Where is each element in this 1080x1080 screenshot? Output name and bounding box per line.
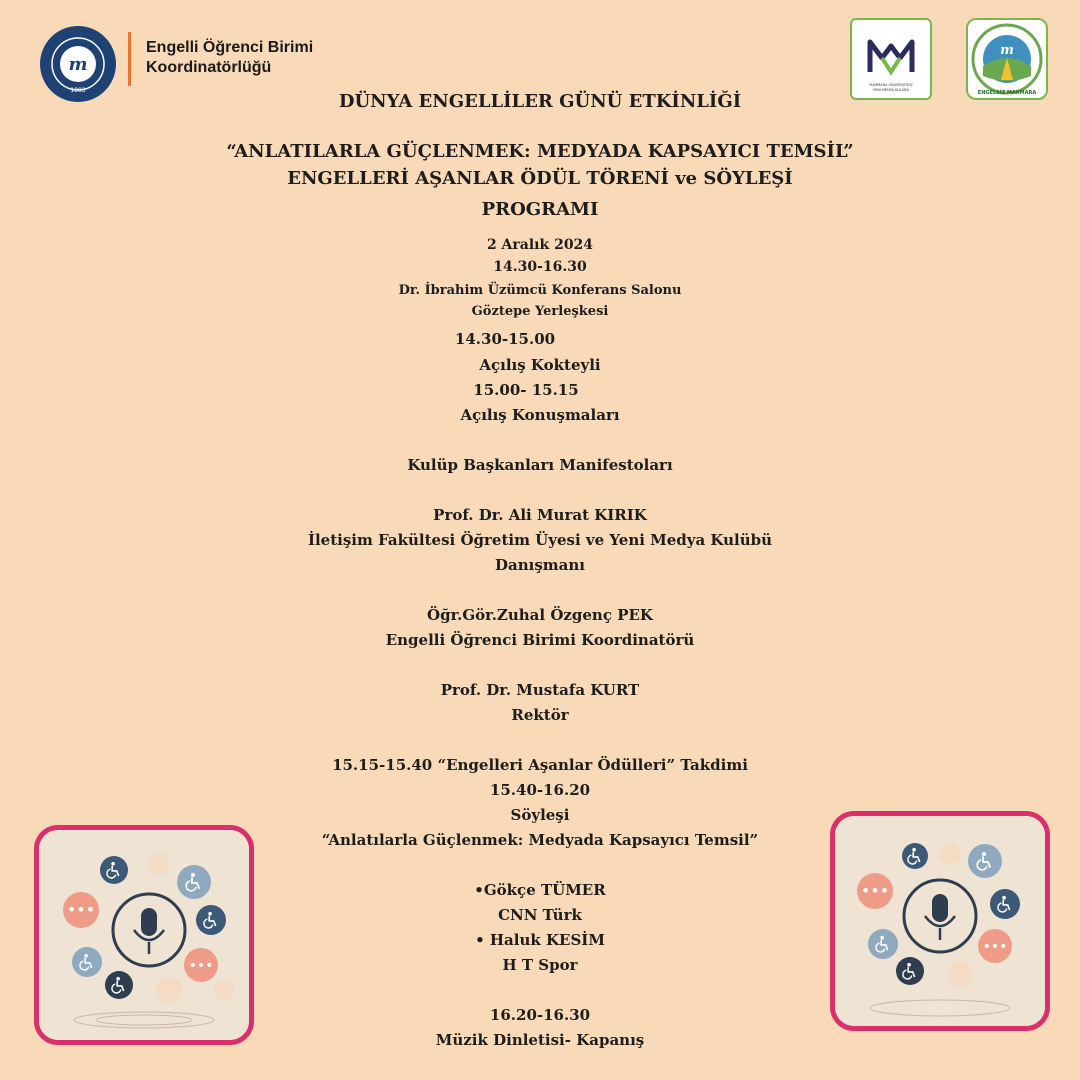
event-subtitle-program: PROGRAMI bbox=[481, 199, 599, 220]
svg-text:YENİ MEDYA KULÜBÜ: YENİ MEDYA KULÜBÜ bbox=[872, 88, 910, 92]
speaker1-name: Prof. Dr. Ali Murat KIRIK bbox=[433, 506, 647, 524]
guest1-org: CNN Türk bbox=[498, 906, 582, 924]
microphone-icon bbox=[141, 908, 157, 936]
event-subtitle-quote: “ANLATILARLA GÜÇLENMEK: MEDYADA KAPSAYICI TEMSİL” bbox=[226, 141, 854, 162]
slot4-topic: “Anlatılarla Güçlenmek: Medyada Kapsayıcı Temsil” bbox=[321, 831, 759, 849]
slot2-title: Açılış Konuşmaları bbox=[460, 406, 620, 424]
seal-year: 1883 bbox=[70, 87, 86, 94]
svg-text:•••: ••• bbox=[188, 958, 214, 974]
svg-text:MARMARA ÜNİVERSİTESİ: MARMARA ÜNİVERSİTESİ bbox=[869, 83, 913, 87]
svg-text:•••: ••• bbox=[982, 939, 1008, 955]
speaker1-role-line1: İletişim Fakültesi Öğretim Üyesi ve Yeni Medya Kulübü bbox=[307, 531, 773, 549]
speaker2-role: Engelli Öğrenci Birimi Koordinatörü bbox=[385, 631, 695, 649]
svg-text:m: m bbox=[1000, 43, 1014, 58]
guest1-name: •Gökçe TÜMER bbox=[474, 881, 606, 899]
svg-text:•••: ••• bbox=[66, 900, 96, 919]
svg-text:ENGELSİZ MARMARA: ENGELSİZ MARMARA bbox=[977, 90, 1037, 96]
new-media-club-logo bbox=[850, 18, 932, 100]
unit-name-line1: Engelli Öğrenci Birimi bbox=[146, 39, 314, 56]
speaker3-role: Rektör bbox=[511, 706, 569, 724]
event-venue: Dr. İbrahim Üzümcü Konferans Salonu bbox=[398, 283, 682, 298]
slot2-time: 15.00- 15.15 bbox=[473, 381, 579, 399]
club-manifestos: Kulüp Başkanları Manifestoları bbox=[407, 456, 673, 474]
event-date: 2 Aralık 2024 bbox=[486, 237, 594, 253]
slot5-title: Müzik Dinletisi- Kapanış bbox=[435, 1031, 645, 1049]
side-illustration-left bbox=[34, 825, 254, 1045]
slot1-title: Açılış Kokteyli bbox=[479, 356, 601, 374]
slot1-time: 14.30-15.00 bbox=[454, 330, 556, 348]
svg-text:m: m bbox=[68, 54, 88, 75]
slot5-time: 16.20-16.30 bbox=[489, 1006, 591, 1024]
microphone-icon bbox=[932, 894, 948, 922]
event-time: 14.30-16.30 bbox=[493, 259, 587, 275]
side-illustration-right bbox=[830, 811, 1050, 1031]
header-divider bbox=[128, 32, 131, 86]
guest2-org: H T Spor bbox=[502, 956, 578, 974]
engelsiz-marmara-logo bbox=[966, 18, 1048, 100]
event-campus: Göztepe Yerleşkesi bbox=[471, 304, 609, 319]
event-subtitle-ceremony: ENGELLERİ AŞANLAR ÖDÜL TÖRENİ ve SÖYLEŞİ bbox=[287, 168, 793, 189]
unit-name-line2: Koordinatörlüğü bbox=[146, 59, 272, 76]
speaker3-name: Prof. Dr. Mustafa KURT bbox=[440, 681, 640, 699]
guest2-name: • Haluk KESİM bbox=[475, 931, 605, 949]
slot4-title: Söyleşi bbox=[510, 806, 570, 824]
slot4-time: 15.40-16.20 bbox=[489, 781, 591, 799]
event-title: DÜNYA ENGELLİLER GÜNÜ ETKİNLİĞİ bbox=[338, 91, 742, 112]
speaker2-name: Öğr.Gör.Zuhal Özgenç PEK bbox=[427, 606, 653, 624]
speaker1-role-line2: Danışmanı bbox=[495, 556, 585, 574]
unit-name bbox=[146, 38, 313, 78]
svg-text:•••: ••• bbox=[860, 881, 890, 900]
slot3-awards: 15.15-15.40 “Engelleri Aşanlar Ödülleri” Takdimi bbox=[332, 756, 748, 774]
